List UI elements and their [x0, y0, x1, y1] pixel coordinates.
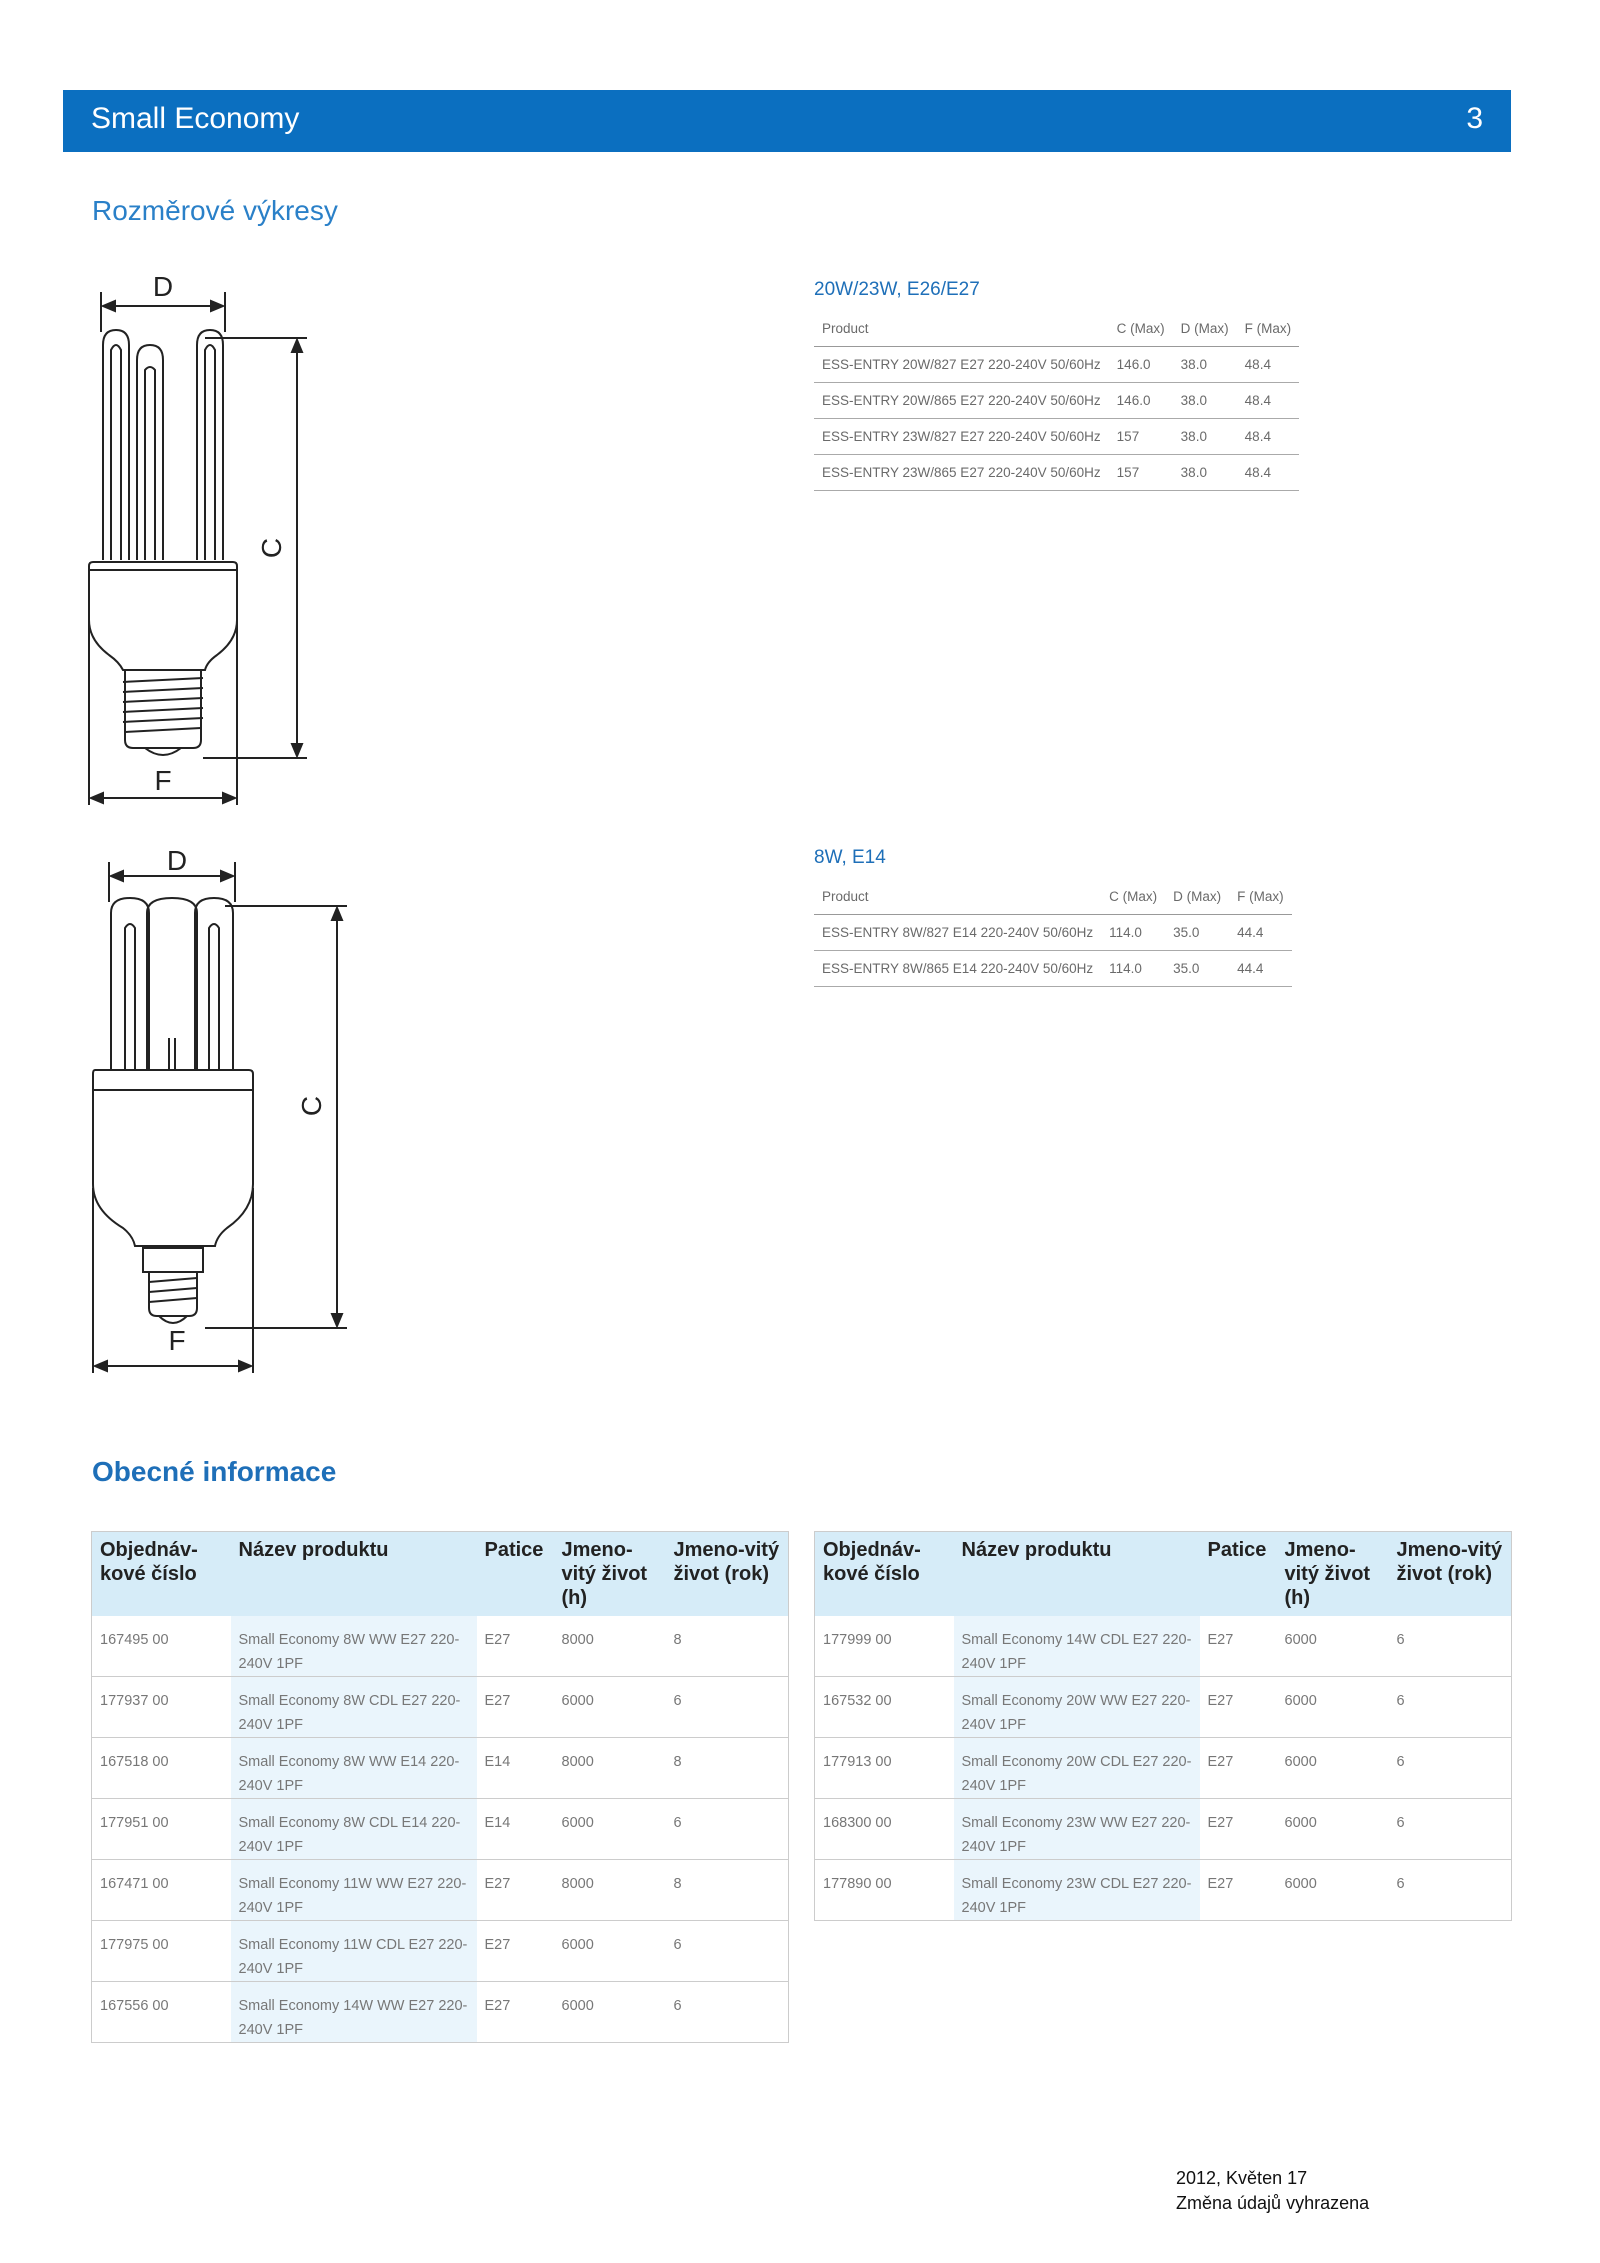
life-years-cell: 8: [666, 1860, 789, 1921]
info-header-row: [92, 1532, 789, 1617]
order-number-cell: 167518 00: [92, 1738, 231, 1799]
header-c-max: C (Max): [1101, 878, 1165, 915]
product-name-cell: Small Economy 11W WW E27 220-240V 1PF: [231, 1860, 477, 1921]
product-name-cell: Small Economy 23W CDL E27 220-240V 1PF: [954, 1860, 1200, 1921]
cap-cell: E27: [477, 1921, 554, 1982]
life-hours-cell: 6000: [554, 1799, 666, 1860]
spec-header-row: [814, 310, 1299, 347]
header-order-number: Objednáv-kové číslo: [815, 1532, 954, 1617]
product-name-cell: Small Economy 11W CDL E27 220-240V 1PF: [231, 1921, 477, 1982]
header-d-max: D (Max): [1165, 878, 1229, 915]
d-cell: 38.0: [1173, 347, 1237, 383]
life-hours-cell: 6000: [554, 1982, 666, 2043]
spec-table-title-e27: 20W/23W, E26/E27: [814, 279, 980, 300]
f-cell: 48.4: [1237, 419, 1300, 455]
table-row: [92, 1799, 789, 1860]
d-cell: 38.0: [1173, 455, 1237, 491]
life-hours-cell: 8000: [554, 1738, 666, 1799]
table-row: [92, 1860, 789, 1921]
dimension-label-c: C: [256, 537, 287, 559]
life-hours-cell: 6000: [1277, 1860, 1389, 1921]
table-row: [814, 347, 1299, 383]
spec-header-row: [814, 878, 1292, 915]
c-cell: 157: [1109, 455, 1173, 491]
d-cell: 38.0: [1173, 419, 1237, 455]
table-row: [814, 419, 1299, 455]
product-cell: ESS-ENTRY 8W/827 E14 220-240V 50/60Hz: [814, 915, 1101, 951]
life-hours-cell: 6000: [1277, 1799, 1389, 1860]
d-cell: 38.0: [1173, 383, 1237, 419]
dimension-label-f-small: F: [168, 1325, 186, 1356]
c-cell: 114.0: [1101, 915, 1165, 951]
header-life-hours: Jmeno-vitý život (h): [554, 1532, 666, 1617]
order-number-cell: 177913 00: [815, 1738, 954, 1799]
f-cell: 48.4: [1237, 347, 1300, 383]
table-row: [814, 383, 1299, 419]
order-number-cell: 177890 00: [815, 1860, 954, 1921]
f-cell: 48.4: [1237, 383, 1300, 419]
footer: [1176, 2166, 1369, 2216]
cap-cell: E27: [477, 1616, 554, 1677]
product-name-cell: Small Economy 8W CDL E14 220-240V 1PF: [231, 1799, 477, 1860]
order-number-cell: 167556 00: [92, 1982, 231, 2043]
product-name-cell: Small Economy 8W CDL E27 220-240V 1PF: [231, 1677, 477, 1738]
life-hours-cell: 6000: [1277, 1616, 1389, 1677]
footer-date: 2012, Květen 17: [1176, 2168, 1308, 2188]
cap-cell: E14: [477, 1799, 554, 1860]
life-years-cell: 6: [1389, 1616, 1512, 1677]
table-row: [815, 1677, 1512, 1738]
d-cell: 35.0: [1165, 915, 1229, 951]
header-life-years: Jmeno-vitý život (rok): [666, 1532, 789, 1617]
spec-table-e14: [814, 878, 1292, 987]
order-number-cell: 177999 00: [815, 1616, 954, 1677]
order-number-cell: 168300 00: [815, 1799, 954, 1860]
dimension-label-d-small: D: [166, 845, 188, 876]
f-cell: 44.4: [1229, 951, 1292, 987]
order-number-cell: 177937 00: [92, 1677, 231, 1738]
product-cell: ESS-ENTRY 20W/827 E27 220-240V 50/60Hz: [814, 347, 1109, 383]
cap-cell: E27: [1200, 1616, 1277, 1677]
life-hours-cell: 8000: [554, 1860, 666, 1921]
life-years-cell: 8: [666, 1616, 789, 1677]
product-name-cell: Small Economy 14W WW E27 220-240V 1PF: [231, 1982, 477, 2043]
product-name-cell: Small Economy 20W CDL E27 220-240V 1PF: [954, 1738, 1200, 1799]
life-hours-cell: 8000: [554, 1616, 666, 1677]
header-life-hours: Jmeno-vitý život (h): [1277, 1532, 1389, 1617]
table-row: [92, 1677, 789, 1738]
spec-table-title-e14: 8W, E14: [814, 847, 886, 868]
life-hours-cell: 6000: [1277, 1738, 1389, 1799]
info-table-right: [814, 1531, 1512, 1921]
header-f-max: F (Max): [1237, 310, 1300, 347]
d-cell: 35.0: [1165, 951, 1229, 987]
table-row: [814, 915, 1292, 951]
table-row: [92, 1982, 789, 2043]
f-cell: 48.4: [1237, 455, 1300, 491]
order-number-cell: 177975 00: [92, 1921, 231, 1982]
cap-cell: E27: [1200, 1799, 1277, 1860]
table-row: [814, 951, 1292, 987]
life-hours-cell: 6000: [1277, 1677, 1389, 1738]
product-name-cell: Small Economy 23W WW E27 220-240V 1PF: [954, 1799, 1200, 1860]
header-life-years: Jmeno-vitý život (rok): [1389, 1532, 1512, 1617]
dimension-label-f: F: [154, 765, 172, 796]
lamp-drawing-e14: [85, 838, 365, 1378]
table-row: [815, 1738, 1512, 1799]
life-years-cell: 6: [1389, 1860, 1512, 1921]
table-row: [815, 1616, 1512, 1677]
table-row: [814, 455, 1299, 491]
product-cell: ESS-ENTRY 8W/865 E14 220-240V 50/60Hz: [814, 951, 1101, 987]
life-years-cell: 6: [666, 1982, 789, 2043]
section-title-general-info: Obecné informace: [92, 1456, 337, 1487]
spec-table-e27: [814, 310, 1299, 491]
header-product-name: Název produktu: [954, 1532, 1200, 1617]
dimension-label-d: D: [152, 271, 174, 302]
product-name-cell: Small Economy 20W WW E27 220-240V 1PF: [954, 1677, 1200, 1738]
header-cap: Patice: [477, 1532, 554, 1617]
lamp-drawing-e27: [85, 270, 325, 810]
cap-cell: E27: [477, 1860, 554, 1921]
dimension-label-c-small: C: [296, 1095, 327, 1117]
page-number: 3: [1466, 102, 1483, 135]
life-hours-cell: 6000: [554, 1921, 666, 1982]
f-cell: 44.4: [1229, 915, 1292, 951]
product-cell: ESS-ENTRY 23W/865 E27 220-240V 50/60Hz: [814, 455, 1109, 491]
c-cell: 146.0: [1109, 347, 1173, 383]
life-years-cell: 6: [666, 1677, 789, 1738]
header-cap: Patice: [1200, 1532, 1277, 1617]
header-product: Product: [814, 878, 1101, 915]
section-title-drawings: Rozměrové výkresy: [92, 195, 338, 226]
footer-note: Změna údajů vyhrazena: [1176, 2193, 1370, 2213]
life-years-cell: 6: [1389, 1677, 1512, 1738]
life-years-cell: 6: [666, 1921, 789, 1982]
life-years-cell: 6: [666, 1799, 789, 1860]
table-row: [815, 1799, 1512, 1860]
header-order-number: Objednáv-kové číslo: [92, 1532, 231, 1617]
cap-cell: E27: [1200, 1738, 1277, 1799]
product-name-cell: Small Economy 8W WW E14 220-240V 1PF: [231, 1738, 477, 1799]
cap-cell: E27: [477, 1982, 554, 2043]
order-number-cell: 167471 00: [92, 1860, 231, 1921]
table-row: [92, 1616, 789, 1677]
c-cell: 157: [1109, 419, 1173, 455]
life-hours-cell: 6000: [554, 1677, 666, 1738]
c-cell: 146.0: [1109, 383, 1173, 419]
table-row: [92, 1921, 789, 1982]
header-product: Product: [814, 310, 1109, 347]
order-number-cell: 167495 00: [92, 1616, 231, 1677]
header-bar: [63, 90, 1511, 152]
cap-cell: E27: [1200, 1677, 1277, 1738]
product-name-cell: Small Economy 8W WW E27 220-240V 1PF: [231, 1616, 477, 1677]
page-title: Small Economy: [91, 102, 300, 135]
header-f-max: F (Max): [1229, 878, 1292, 915]
order-number-cell: 177951 00: [92, 1799, 231, 1860]
cap-cell: E27: [477, 1677, 554, 1738]
header-d-max: D (Max): [1173, 310, 1237, 347]
product-name-cell: Small Economy 14W CDL E27 220-240V 1PF: [954, 1616, 1200, 1677]
cap-cell: E27: [1200, 1860, 1277, 1921]
header-c-max: C (Max): [1109, 310, 1173, 347]
life-years-cell: 8: [666, 1738, 789, 1799]
order-number-cell: 167532 00: [815, 1677, 954, 1738]
product-cell: ESS-ENTRY 23W/827 E27 220-240V 50/60Hz: [814, 419, 1109, 455]
info-table-left: [91, 1531, 789, 2043]
cap-cell: E14: [477, 1738, 554, 1799]
table-row: [815, 1860, 1512, 1921]
table-row: [92, 1738, 789, 1799]
header-product-name: Název produktu: [231, 1532, 477, 1617]
product-cell: ESS-ENTRY 20W/865 E27 220-240V 50/60Hz: [814, 383, 1109, 419]
info-header-row: [815, 1532, 1512, 1617]
c-cell: 114.0: [1101, 951, 1165, 987]
life-years-cell: 6: [1389, 1799, 1512, 1860]
life-years-cell: 6: [1389, 1738, 1512, 1799]
